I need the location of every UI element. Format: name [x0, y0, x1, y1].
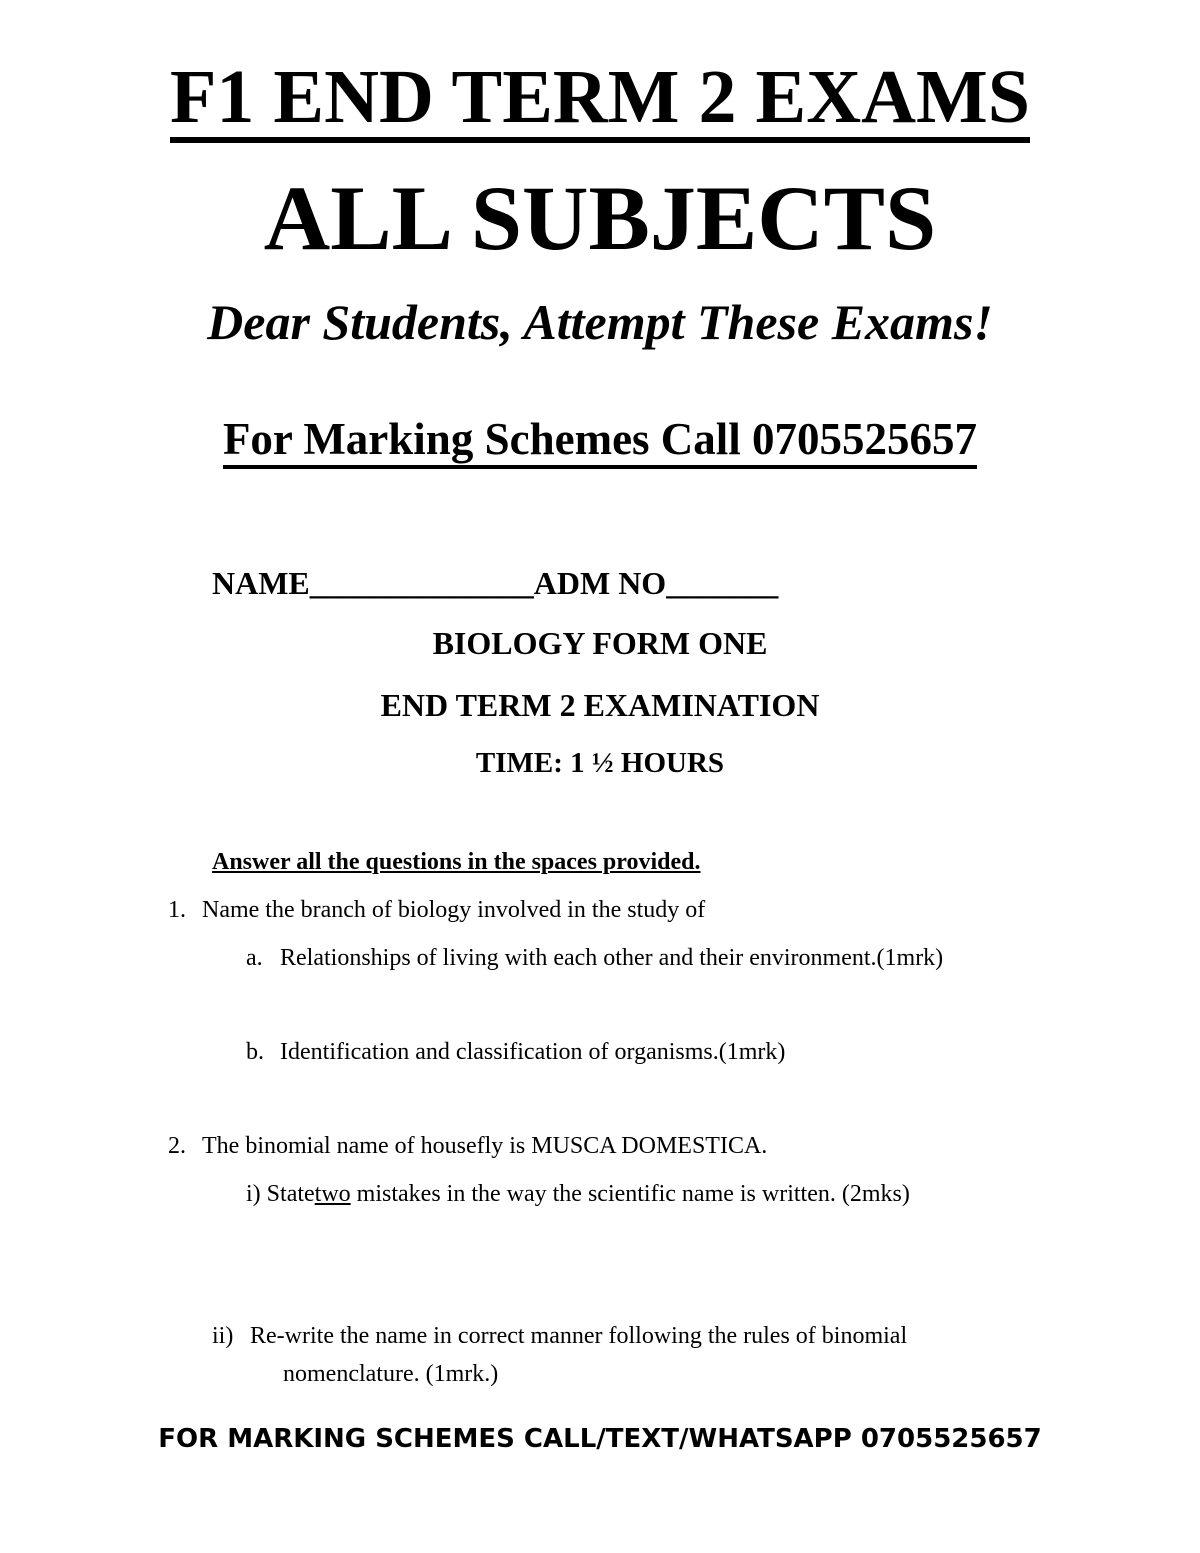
footer-marking-scheme: FOR MARKING SCHEMES CALL/TEXT/WHATSAPP 0705525657: [158, 1424, 1042, 1454]
question-2ii: [212, 1321, 907, 1351]
question-1b-text: Identification and classification of organisms.(1mrk): [280, 1039, 786, 1065]
question-1a-text: Relationships of living with each other and their environment.(1mrk): [280, 945, 944, 971]
question-2i: [246, 1179, 910, 1209]
question-2i-emphasis: two: [314, 1181, 351, 1207]
question-1: [168, 895, 705, 925]
exam-time: TIME: 1 ½ HOURS: [475, 747, 725, 779]
adm-blank: _______: [666, 565, 779, 601]
instruction: Answer all the questions in the spaces provided.: [212, 849, 701, 875]
question-1-number: 1.: [168, 897, 186, 923]
marking-scheme-call: [0, 410, 1200, 469]
question-1b: [246, 1037, 785, 1067]
name-label: NAME: [212, 565, 310, 601]
subtitle: ALL SUBJECTS: [263, 167, 937, 269]
adm-label: ADM NO: [533, 565, 667, 601]
question-2: [168, 1131, 767, 1161]
greeting: Dear Students, Attempt These Exams!: [207, 294, 993, 350]
main-title-text: F1 END TERM 2 EXAMS: [170, 59, 1030, 143]
exam-name-heading: END TERM 2 EXAMINATION: [380, 687, 820, 723]
name-blank: ______________: [309, 565, 534, 601]
question-2i-label: i): [246, 1181, 261, 1207]
question-1a: [246, 943, 943, 973]
marking-scheme-call-text: For Marking Schemes Call 0705525657: [223, 413, 977, 469]
question-2ii-text: Re-write the name in correct manner following the rules of binomial: [250, 1323, 908, 1349]
question-2-number: 2.: [168, 1133, 186, 1159]
question-2i-text-after: mistakes in the way the scientific name is written. (2mks): [350, 1181, 910, 1207]
question-2ii-label: ii): [212, 1323, 234, 1349]
student-info-line: [212, 563, 778, 603]
question-1a-label: a.: [246, 945, 263, 971]
question-2-text: The binomial name of housefly is MUSCA DOMESTICA.: [202, 1133, 768, 1159]
question-2ii-continuation: nomenclature. (1mrk.): [283, 1361, 499, 1387]
main-title: [0, 52, 1200, 143]
question-1-text: Name the branch of biology involved in the study of: [202, 897, 706, 923]
subject-heading: BIOLOGY FORM ONE: [432, 625, 768, 661]
question-2i-text-before: State: [266, 1181, 315, 1207]
question-1b-label: b.: [246, 1039, 264, 1065]
